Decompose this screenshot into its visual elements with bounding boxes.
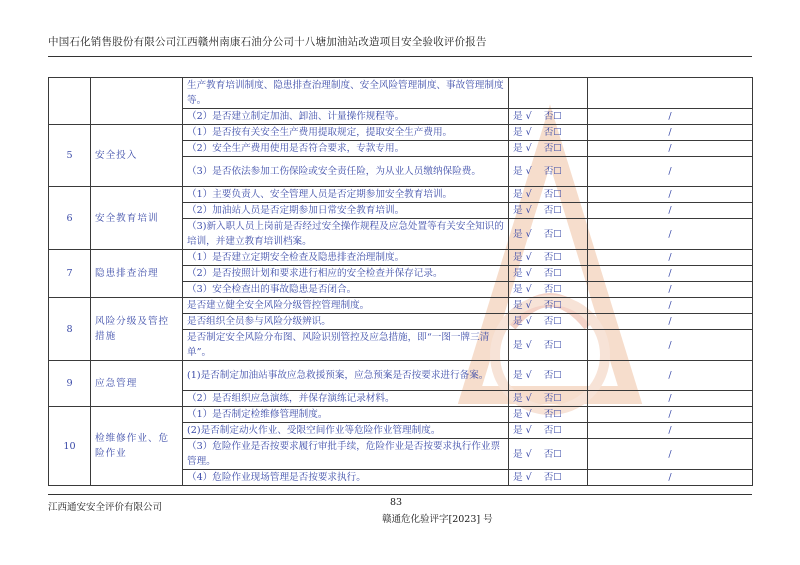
table-row [49,250,753,266]
table-row [49,125,753,141]
check-content: (1)是否制定加油站事故应急救援预案，应急预案是否按要求进行备案。 [183,361,509,391]
slash-mark: / [668,300,672,311]
remark-cell [588,407,753,423]
remark-cell [588,250,753,266]
no-checkbox: 否☐ [543,127,562,138]
table-row [49,407,753,423]
yes-label: 是 [513,143,523,154]
result-options [509,298,588,314]
evaluation-table [48,77,753,486]
check-icon: √ [525,166,532,177]
remark-cell [588,203,753,219]
check-content: 是否建立健全安全风险分级管控管理制度。 [183,298,509,314]
remark-cell [588,314,753,330]
check-content: 是否制定安全风险分布图、风险识别管控及应急措施，即“一图一牌三清单”。 [183,330,509,361]
slash-mark: / [668,127,672,138]
check-icon: √ [525,370,532,381]
document-number: 赣通危化验评字[2023] 号 [382,514,493,525]
check-content: （2）是否按照计划和要求进行相应的安全检查并保存记录。 [183,266,509,282]
yes-label: 是 [513,339,523,351]
check-icon: √ [525,228,532,240]
no-checkbox: 否☐ [543,205,562,216]
check-content: （3）安全检查出的事故隐患是否闭合。 [183,282,509,298]
check-content: （4）危险作业现场管理是否按要求执行。 [183,470,509,486]
page-number: 83 [390,497,403,508]
check-icon: √ [525,268,532,279]
result-options [509,219,588,250]
remark-cell [588,330,753,361]
item-number: 10 [49,407,91,486]
check-content: （3）是否依法参加工伤保险或安全责任险，为从业人员缴纳保险费。 [183,157,509,187]
result-options [509,361,588,391]
slash-mark: / [668,370,672,381]
remark-cell [588,266,753,282]
table-row [49,298,753,314]
result-options [509,141,588,157]
check-icon: √ [525,472,532,483]
item-name: 风险分级及管控措施 [91,298,183,361]
result-options [509,314,588,330]
yes-label: 是 [513,252,523,263]
check-content: （3)新入职人员上岗前是否经过安全操作规程及应急处置等有关安全知识的培训，并建立教育培训档案。 [183,219,509,250]
slash-mark: / [668,111,672,122]
item-number [49,78,91,125]
slash-mark: / [668,409,672,420]
remark-cell [588,361,753,391]
yes-label: 是 [513,228,523,240]
check-icon: √ [525,252,532,263]
slash-mark: / [668,393,672,404]
no-checkbox: 否☐ [543,228,562,240]
remark-cell [588,423,753,439]
slash-mark: / [668,189,672,200]
check-content: （2）是否组织应急演练，并保存演练记录材料。 [183,391,509,407]
result-options [509,187,588,203]
result-options [509,391,588,407]
result-options [509,78,588,109]
result-options [509,203,588,219]
yes-label: 是 [513,205,523,216]
slash-mark: / [668,339,672,351]
remark-cell [588,125,753,141]
check-icon: √ [525,205,532,216]
no-checkbox: 否☐ [543,316,562,327]
check-content: （3）危险作业是否按要求履行审批手续，危险作业是否按要求执行作业票管理。 [183,439,509,470]
no-checkbox: 否☐ [543,284,562,295]
no-checkbox: 否☐ [543,268,562,279]
check-icon: √ [525,316,532,327]
check-content: （2）是否建立制定加油、卸油、计量操作规程等。 [183,109,509,125]
result-options [509,109,588,125]
yes-label: 是 [513,284,523,295]
slash-mark: / [668,268,672,279]
slash-mark: / [668,425,672,436]
item-name: 安全投入 [91,125,183,187]
remark-cell [588,141,753,157]
result-options [509,439,588,470]
slash-mark: / [668,228,672,240]
remark-cell [588,219,753,250]
item-name: 安全教育培训 [91,187,183,250]
check-icon: √ [525,127,532,138]
result-options [509,282,588,298]
check-content: （1）是否建立定期安全检查及隐患排查治理制度。 [183,250,509,266]
remark-cell [588,78,753,109]
remark-cell [588,157,753,187]
slash-mark: / [668,448,672,460]
yes-label: 是 [513,166,523,177]
check-icon: √ [525,448,532,460]
no-checkbox: 否☐ [543,252,562,263]
yes-label: 是 [513,111,523,122]
no-checkbox: 否☐ [543,166,562,177]
check-icon: √ [525,409,532,420]
check-content: (2)是否制定动火作业、受限空间作业等危险作业管理制度。 [183,423,509,439]
remark-cell [588,109,753,125]
result-options [509,125,588,141]
yes-label: 是 [513,316,523,327]
result-options [509,266,588,282]
yes-label: 是 [513,300,523,311]
item-number: 8 [49,298,91,361]
result-options [509,157,588,187]
check-icon: √ [525,300,532,311]
no-checkbox: 否☐ [543,143,562,154]
yes-label: 是 [513,448,523,460]
item-number: 6 [49,187,91,250]
no-checkbox: 否☐ [543,339,562,351]
remark-cell [588,298,753,314]
table-row [49,361,753,391]
item-name: 检维修作业、危险作业 [91,407,183,486]
slash-mark: / [668,252,672,263]
no-checkbox: 否☐ [543,448,562,460]
yes-label: 是 [513,127,523,138]
no-checkbox: 否☐ [543,111,562,122]
check-content: （1）是否制定检维修管理制度。 [183,407,509,423]
yes-label: 是 [513,393,523,404]
check-content: 生产教育培训制度、隐患排查治理制度、安全风险管理制度、事故管理制度等。 [183,78,509,109]
item-number: 9 [49,361,91,407]
item-name [91,78,183,125]
header-divider [48,56,752,57]
footer-company: 江西通安安全评价有限公司 [48,502,163,513]
result-options [509,330,588,361]
check-content: （2）安全生产费用使用是否符合要求，专款专用。 [183,141,509,157]
result-options [509,407,588,423]
check-icon: √ [525,393,532,404]
check-content: 是否组织全员参与风险分级辨识。 [183,314,509,330]
footer-divider [48,494,752,495]
check-icon: √ [525,189,532,200]
remark-cell [588,439,753,470]
check-content: （2）加油站人员是否定期参加日常安全教育培训。 [183,203,509,219]
check-content: （1）是否按有关安全生产费用提取规定，提取安全生产费用。 [183,125,509,141]
item-name: 应急管理 [91,361,183,407]
slash-mark: / [668,143,672,154]
table-row [49,78,753,109]
result-options [509,423,588,439]
check-icon: √ [525,425,532,436]
no-checkbox: 否☐ [543,370,562,381]
no-checkbox: 否☐ [543,393,562,404]
slash-mark: / [668,472,672,483]
check-icon: √ [525,284,532,295]
no-checkbox: 否☐ [543,189,562,200]
yes-label: 是 [513,425,523,436]
yes-label: 是 [513,370,523,381]
item-number: 5 [49,125,91,187]
yes-label: 是 [513,268,523,279]
result-options [509,250,588,266]
slash-mark: / [668,205,672,216]
no-checkbox: 否☐ [543,300,562,311]
remark-cell [588,187,753,203]
yes-label: 是 [513,189,523,200]
table-row [49,187,753,203]
remark-cell [588,470,753,486]
remark-cell [588,282,753,298]
no-checkbox: 否☐ [543,425,562,436]
remark-cell [588,391,753,407]
item-number: 7 [49,250,91,298]
slash-mark: / [668,166,672,177]
no-checkbox: 否☐ [543,409,562,420]
yes-label: 是 [513,472,523,483]
no-checkbox: 否☐ [543,472,562,483]
report-header-title: 中国石化销售股份有限公司江西赣州南康石油分公司十八塘加油站改造项目安全验收评价报告 [48,36,487,48]
slash-mark: / [668,316,672,327]
yes-label: 是 [513,409,523,420]
check-content: （1）主要负责人、安全管理人员是否定期参加安全教育培训。 [183,187,509,203]
check-icon: √ [525,339,532,351]
check-icon: √ [525,143,532,154]
result-options [509,470,588,486]
check-icon: √ [525,111,532,122]
slash-mark: / [668,284,672,295]
item-name: 隐患排查治理 [91,250,183,298]
